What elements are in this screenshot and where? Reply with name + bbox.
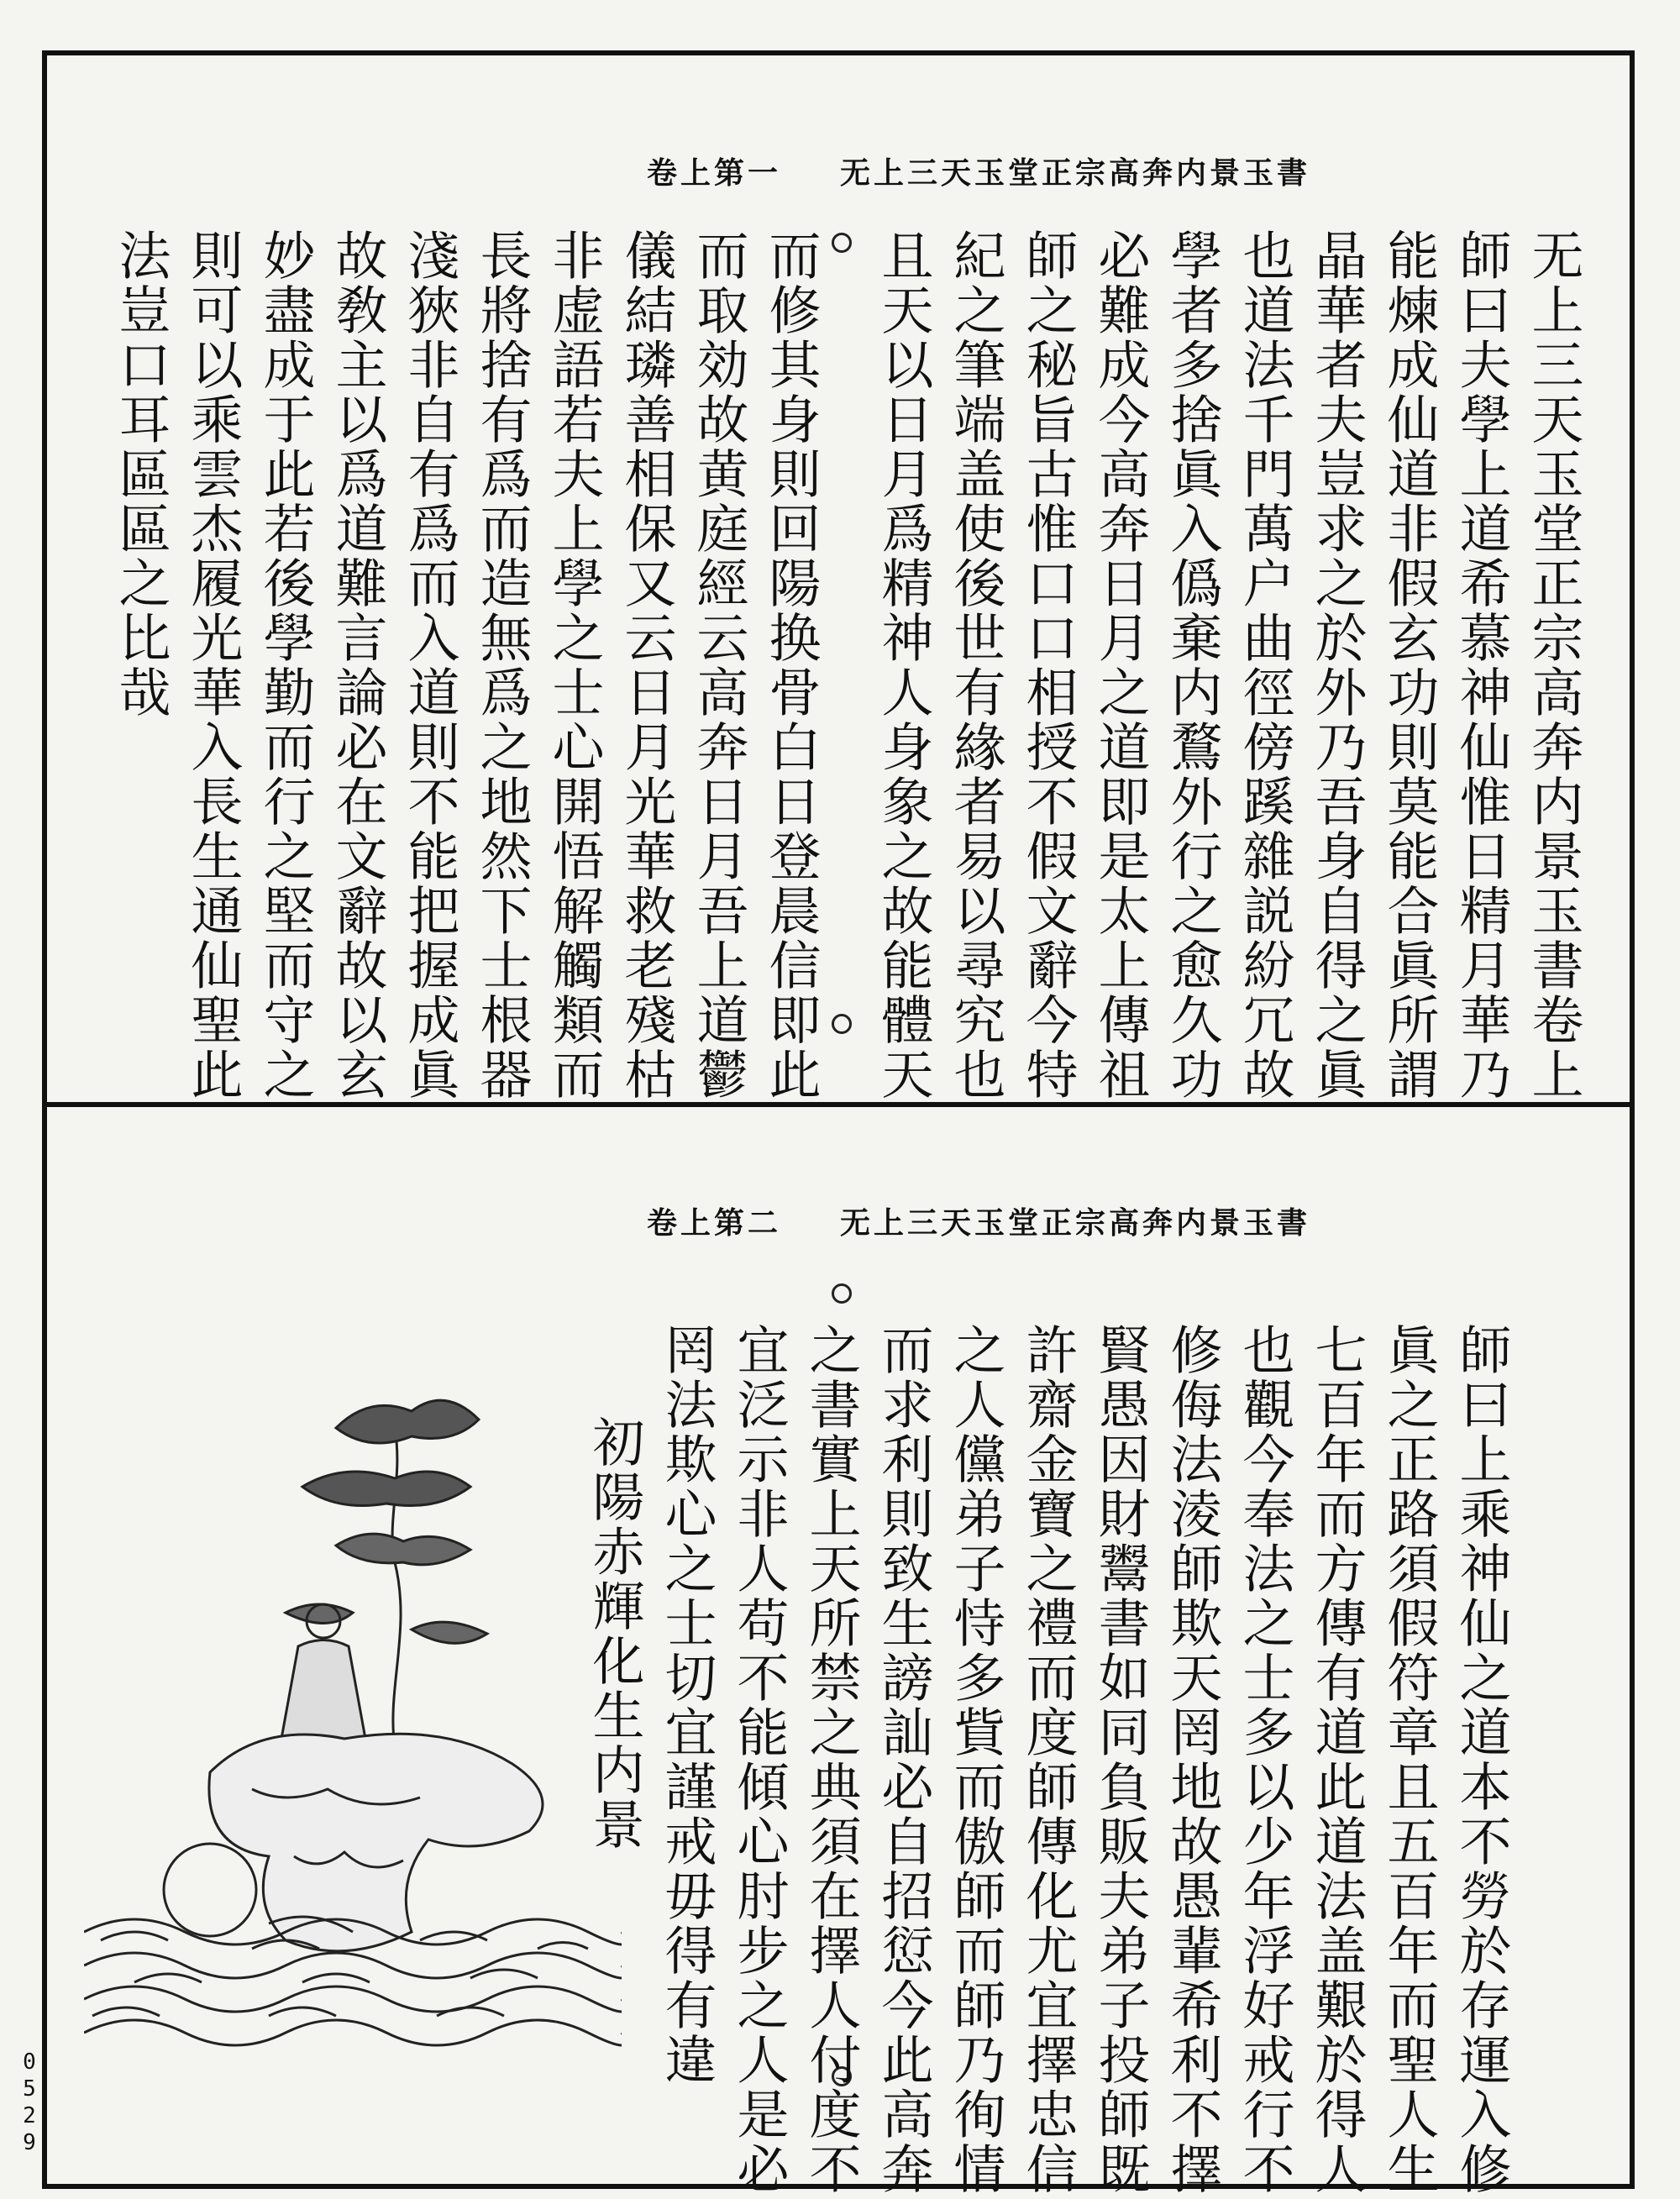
upper-text-block [0,228,1680,1102]
upper-column: 晶華者夫豈求之於外乃吾身自得之眞 [1306,228,1368,1102]
upper-header-title: 无上三天玉堂正宗高奔内景玉書 [840,155,1311,191]
upper-column: 能煉成仙道非假玄功則莫能合眞所謂 [1378,228,1440,1102]
upper-column: 故敎主以爲道難言論必在文辭故以玄 [327,228,388,1102]
upper-column: 儀結璘善相保又云日月光華救老殘枯 [616,228,677,1102]
upper-column: 而修其身則回陽换骨白日登晨信即此 [760,228,822,1102]
upper-column: 紀之筆端盖使後世有緣者易以尋究也 [945,228,1006,1102]
page-divider [42,1102,1635,1107]
sun-icon [164,1844,256,1936]
upper-column: 師曰夫學上道希慕神仙惟日精月華乃 [1451,228,1512,1102]
upper-column: 淺狹非自有爲而入道則不能把握成眞 [399,228,460,1102]
upper-column: 法豈口耳區區之比哉 [110,228,171,720]
lower-column: 也觀今奉法之士多以少年浮好戒行不 [1234,1323,1295,2196]
upper-column: 无上三天玉堂正宗高奔内景玉書卷上 [1523,228,1584,1102]
upper-column: 長將捨有爲而造無爲之地然下士根器 [471,228,533,1102]
lower-column: 許齋金寶之禮而度師傳化尤宜擇忠信 [1017,1323,1079,2196]
lower-column: 修侮法淩師欺天罔地故愚輩希利不擇 [1162,1323,1223,2196]
lower-column: 眞之正路須假符章且五百年而聖人生 [1378,1323,1440,2196]
upper-column: 則可以乘雲杰履光華入長生通仙聖此 [182,228,244,1102]
lower-column: 賢愚因財鬻書如同負販夫弟子投師既 [1089,1323,1151,2196]
lower-header-section: 卷上第二 [647,1205,782,1241]
lower-header [647,1199,1310,1242]
lower-column: 而求利則致生謗訕必自招愆今此高奔 [873,1323,934,2196]
illustration-figure-on-rock [84,1352,622,2058]
lower-column: 之書實上天所禁之典須在擇人付度不 [801,1323,862,2196]
upper-header-section: 卷上第一 [647,155,782,191]
lower-header-title: 无上三天玉堂正宗高奔内景玉書 [840,1205,1311,1241]
lower-caption: 初陽赤輝化生内景 [584,1415,645,1852]
upper-column: 師之秘旨古惟口口相授不假文辭今特 [1017,228,1079,1102]
upper-column: 學者多捨眞入僞棄内鶩外行之愈久功 [1162,228,1223,1102]
upper-column: 妙盡成于此若後學勤而行之堅而守之 [255,228,316,1102]
page-number: 0529 [17,2049,42,2157]
upper-column: 非虚語若夫上學之士心開悟解觸類而 [543,228,605,1102]
lower-circle-mark-top [832,1283,852,1304]
upper-header [647,150,1310,192]
lower-column: 罔法欺心之士切宜謹戒毋得有違 [656,1323,717,2087]
upper-column: 且天以日月爲精神人身象之故能體天 [873,228,934,1102]
lower-column: 七百年而方傳有道此道法盖艱於得人 [1306,1323,1368,2196]
lower-column: 之人儻弟子恃多貲而傲師而師乃徇情 [945,1323,1006,2196]
upper-column: 也道法千門萬户曲徑傍蹊雜説紛冗故 [1234,228,1295,1102]
lower-column: 宜泛示非人苟不能傾心肘步之人是必 [728,1323,790,2196]
lower-column: 師曰上乘神仙之道本不勞於存運入修 [1451,1323,1512,2196]
upper-column: 必難成今高奔日月之道即是太上傳祖 [1089,228,1151,1102]
upper-column: 而取効故黄庭經云高奔日月吾上道鬱 [688,228,749,1102]
